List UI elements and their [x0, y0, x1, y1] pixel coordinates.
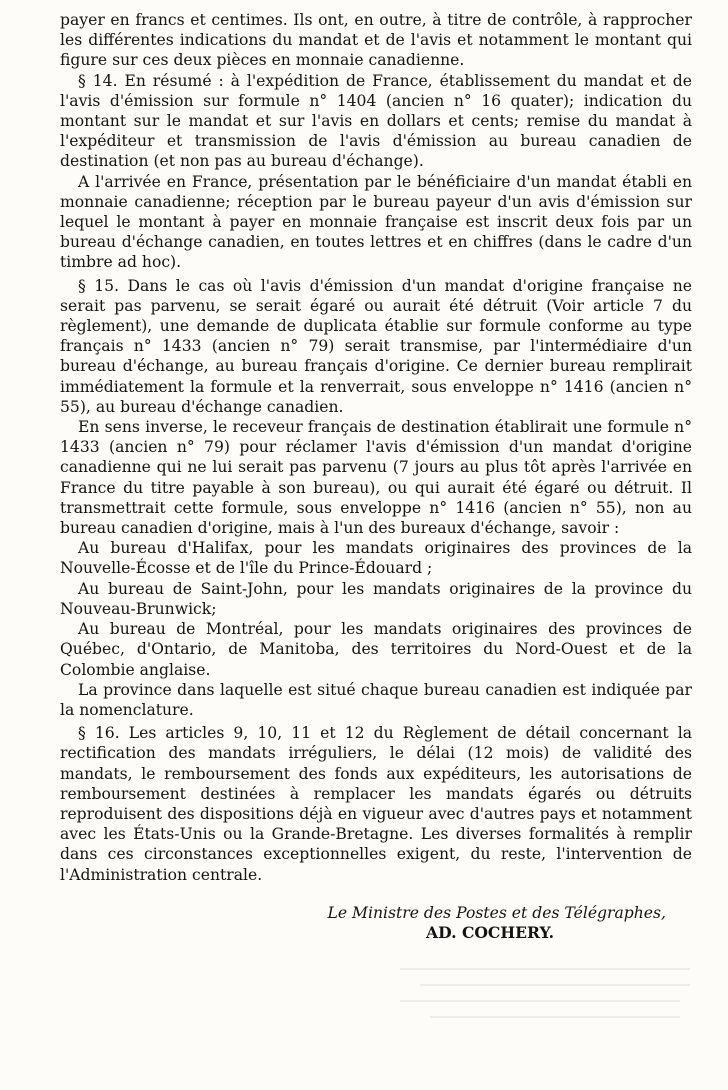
body-text — [60, 10, 692, 885]
signature-name: AD. COCHERY. — [426, 922, 554, 942]
signature-block — [60, 903, 692, 943]
paragraph-continuation: payer en francs et centimes. Ils ont, en outre, à titre de contrôle, à rapprocher les différentes indications du mandat et de l'avis et notamment le montant qui figure sur ces deux pièces en monnaie canadienne. — [60, 11, 692, 70]
paragraph-section-15: § 15. Dans le cas où l'avis d'émission d'un mandat d'origine française ne serait pas parvenu, se serait égaré ou aurait été détruit (Voir article 7 du règlement), une demande de duplicata établie sur formule conforme au type français n° 1433 (ancien n° 79) serait transmise, par l'intermédiaire d'un bureau d'échange, au bureau français d'origine. Ce dernier bureau remplirait immédiatement la formule et la renverrait, sous enveloppe n° 1416 (ancien n° 55), au bureau d'échange canadien. — [60, 276, 692, 416]
bleed-through-texture — [400, 960, 700, 1030]
paragraph-section-14: § 14. En résumé : à l'expédition de France, établissement du mandat et de l'avis d'émission sur formule n° 1404 (ancien n° 16 quater); indication du montant sur le mandat et sur l'avis en dollars et cents; remise du mandat à l'expéditeur et transmission de l'avis d'émission au bureau canadien de destination (et non pas au bureau d'échange). — [60, 71, 692, 171]
paragraph-nomenclature: La province dans laquelle est situé chaque bureau canadien est indiquée par la nomenclature. — [60, 680, 692, 719]
paragraph-section-16: § 16. Les articles 9, 10, 11 et 12 du Règlement de détail concernant la rectification des mandats irréguliers, le délai (12 mois) de validité des mandats, le remboursement des fonds aux expéditeurs, les autorisations de remboursement destinées à remplacer les mandats égarés ou détruits reproduisent des dispositions déjà en vigueur avec d'autres pays et notamment avec les États-Unis ou la Grande-Bretagne. Les diverses formalités à remplir dans ces circonstances exceptionnelles exigent, du reste, l'intervention de l'Administration centrale. — [60, 724, 692, 884]
list-item-saint-john: Au bureau de Saint-John, pour les mandats originaires de la province du Nouveau-Brunwick; — [60, 579, 692, 618]
signature-title: Le Ministre des Postes et des Télégraphes, — [327, 903, 666, 922]
paragraph-reverse-direction: En sens inverse, le receveur français de destination établirait une formule n° 1433 (ancien n° 79) pour réclamer l'avis d'émission d'un mandat d'origine canadienne qui ne lui serait pas parvenu (7 jours au plus tôt après l'arrivée en France du titre payable à son bureau), ou qui aurait été égaré ou détruit. Il transmettrait cette formule, sous enveloppe n° 1416 (ancien n° 55), non au bureau canadien d'origine, mais à l'un des bureaux d'échange, savoir : — [60, 418, 692, 538]
list-item-halifax: Au bureau d'Halifax, pour les mandats originaires des provinces de la Nouvelle-Écosse et de l'île du Prince-Édouard ; — [60, 539, 692, 578]
list-item-montreal: Au bureau de Montréal, pour les mandats originaires des provinces de Québec, d'Ontario, de Manitoba, des territoires du Nord-Ouest et de la Colombie anglaise. — [60, 620, 692, 679]
paragraph-arrival-france: A l'arrivée en France, présentation par le bénéficiaire d'un mandat établi en monnaie canadienne; réception par le bureau payeur d'un avis d'émission sur lequel le montant à payer en monnaie française est inscrit deux fois par un bureau d'échange canadien, en toutes lettres et en chiffres (dans le cadre d'un timbre ad hoc). — [60, 172, 692, 272]
